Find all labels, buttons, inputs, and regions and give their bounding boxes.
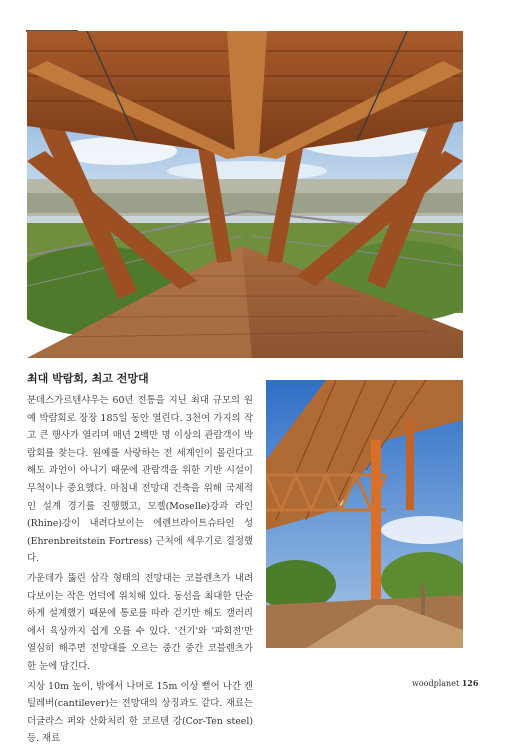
magazine-name: woodplanet bbox=[412, 679, 460, 688]
main-photo bbox=[27, 31, 463, 358]
article-paragraph: 분데스가르텐샤우는 60년 전통을 지닌 최대 규모의 원예 박람회로 장장 185일 동안 열린다. 3천여 가지의 작고 큰 행사가 열리며 매년 2백만 명 이상의 관람객이 박람회를 찾는다. 원예를 사랑하는 전 세계인이 몰린다고 해도 과언이 아니기 때문에 관람객을 위한 기반 시설이 무척이나 중요했다. 마침내 전망대 건축을 위해 국제적인 설계 경기를 진행했고, 모젤(Moselle)강과 라인(Rhine)강이 내려다보이는 에렌브라이트슈타인 성(Ehrenbreitstein Fortress) 근처에 세우기로 결정했다. bbox=[27, 395, 253, 565]
side-photo bbox=[266, 380, 463, 648]
article-headline: 최대 박람회, 최고 전망대 bbox=[27, 372, 149, 385]
page-number: 126 bbox=[461, 678, 479, 688]
article-paragraph: 지상 10m 높이, 밖에서 나머로 15m 이상 뻗어 나간 캔틸레버(cantilever)는 전망대의 상징과도 같다. 재료는 더글라스 퍼와 산화처리 한 코르텐 강(Cor-Ten steel) 등. 재료 bbox=[27, 680, 253, 745]
page-footer bbox=[412, 678, 478, 688]
article-paragraph: 가운데가 뚫린 삼각 형태의 전망대는 코블렌츠가 내려다보이는 작은 언덕에 위치해 있다. 동선을 최대한 단순하게 설계했기 때문에 통로를 따라 걷기만 해도 갤러리에서 육상까지 쉽게 오를 수 있다. '건기'와 '파회전'만 열심히 해주면 전망대를 오르는 중간 중간 코블렌츠가 한 눈에 담긴다. bbox=[27, 572, 253, 672]
article-text bbox=[27, 372, 253, 748]
